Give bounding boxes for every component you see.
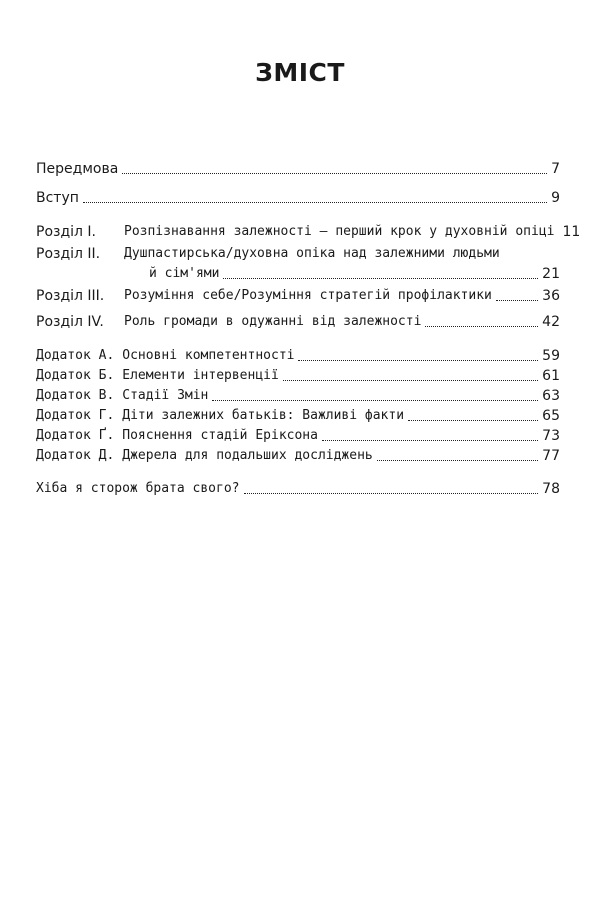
dot-leader <box>212 399 538 401</box>
entry-title: Основні компетентності <box>122 348 295 363</box>
entry-title: Роль громади в одужанні від залежності <box>124 314 422 329</box>
entry-page: 63 <box>542 388 560 404</box>
entry-title: Джерела для подальших досліджень <box>122 448 373 463</box>
dot-leader <box>83 201 547 203</box>
entry-page: 59 <box>542 348 560 364</box>
toc-entry-chapter-4[interactable] <box>36 311 560 331</box>
entry-page: 42 <box>542 314 560 330</box>
toc-entry-appendix-v[interactable] <box>36 385 560 405</box>
entry-title: Передмова <box>36 161 119 177</box>
dot-leader <box>408 419 538 421</box>
dot-leader <box>496 299 538 301</box>
entry-page: 77 <box>542 448 560 464</box>
page-title: ЗМІСТ <box>255 58 345 87</box>
entry-label: Додаток Д. <box>36 448 115 463</box>
toc-entry-appendix-a[interactable] <box>36 345 560 365</box>
entry-label: Додаток В. <box>36 388 115 403</box>
toc-entry-closing[interactable] <box>36 478 560 498</box>
toc-entry-appendix-h[interactable] <box>36 405 560 425</box>
entry-title: Елементи інтервенції <box>122 368 279 383</box>
entry-page: 73 <box>542 428 560 444</box>
entry-title: Діти залежних батьків: Важливі факти <box>122 408 405 423</box>
dot-leader <box>283 379 538 381</box>
dot-leader <box>298 359 538 361</box>
toc-entry-chapter-3[interactable] <box>36 285 560 305</box>
toc-entry-appendix-b[interactable] <box>36 365 560 385</box>
entry-title: Душпастирська/духовна опіка над залежними людьми <box>124 246 500 261</box>
entry-title: Хіба я сторож брата свого? <box>36 481 240 496</box>
entry-label: Розділ І. <box>36 224 96 240</box>
entry-label: Розділ ІІ. <box>36 246 101 262</box>
toc-entry-foreword[interactable] <box>36 158 560 178</box>
entry-title: Розуміння себе/Розуміння стратегій профілактики <box>124 288 492 303</box>
toc-entry-appendix-g[interactable] <box>36 425 560 445</box>
entry-title: Стадії Змін <box>122 388 209 403</box>
toc-entry-appendix-d[interactable] <box>36 445 560 465</box>
entry-label: Додаток Ґ. <box>36 428 115 443</box>
dot-leader <box>122 172 547 174</box>
dot-leader <box>377 459 538 461</box>
entry-title: Пояснення стадій Еріксона <box>122 428 318 443</box>
entry-page: 7 <box>551 161 560 177</box>
entry-title-continued: й сім'ями <box>149 266 220 281</box>
entry-label: Розділ ІІІ. <box>36 288 105 304</box>
toc-entry-chapter-2[interactable] <box>36 244 560 284</box>
entry-title: Розпізнавання залежності – перший крок у духовній опіці <box>124 224 555 239</box>
dot-leader <box>223 277 538 279</box>
entry-page: 21 <box>542 266 560 282</box>
entry-label: Додаток Б. <box>36 368 115 383</box>
toc-entry-introduction[interactable] <box>36 187 560 207</box>
entry-page: 9 <box>551 190 560 206</box>
dot-leader <box>425 325 538 327</box>
dot-leader <box>244 492 539 494</box>
entry-page: 61 <box>542 368 560 384</box>
entry-page: 65 <box>542 408 560 424</box>
entry-page: 78 <box>542 481 560 497</box>
entry-label: Додаток Г. <box>36 408 115 423</box>
entry-page: 11 <box>562 224 581 240</box>
entry-label: Додаток А. <box>36 348 115 363</box>
entry-page: 36 <box>542 288 560 304</box>
entry-title: Вступ <box>36 190 79 206</box>
dot-leader <box>322 439 538 441</box>
toc-entry-chapter-1[interactable] <box>36 221 581 241</box>
entry-label: Розділ IV. <box>36 314 104 330</box>
